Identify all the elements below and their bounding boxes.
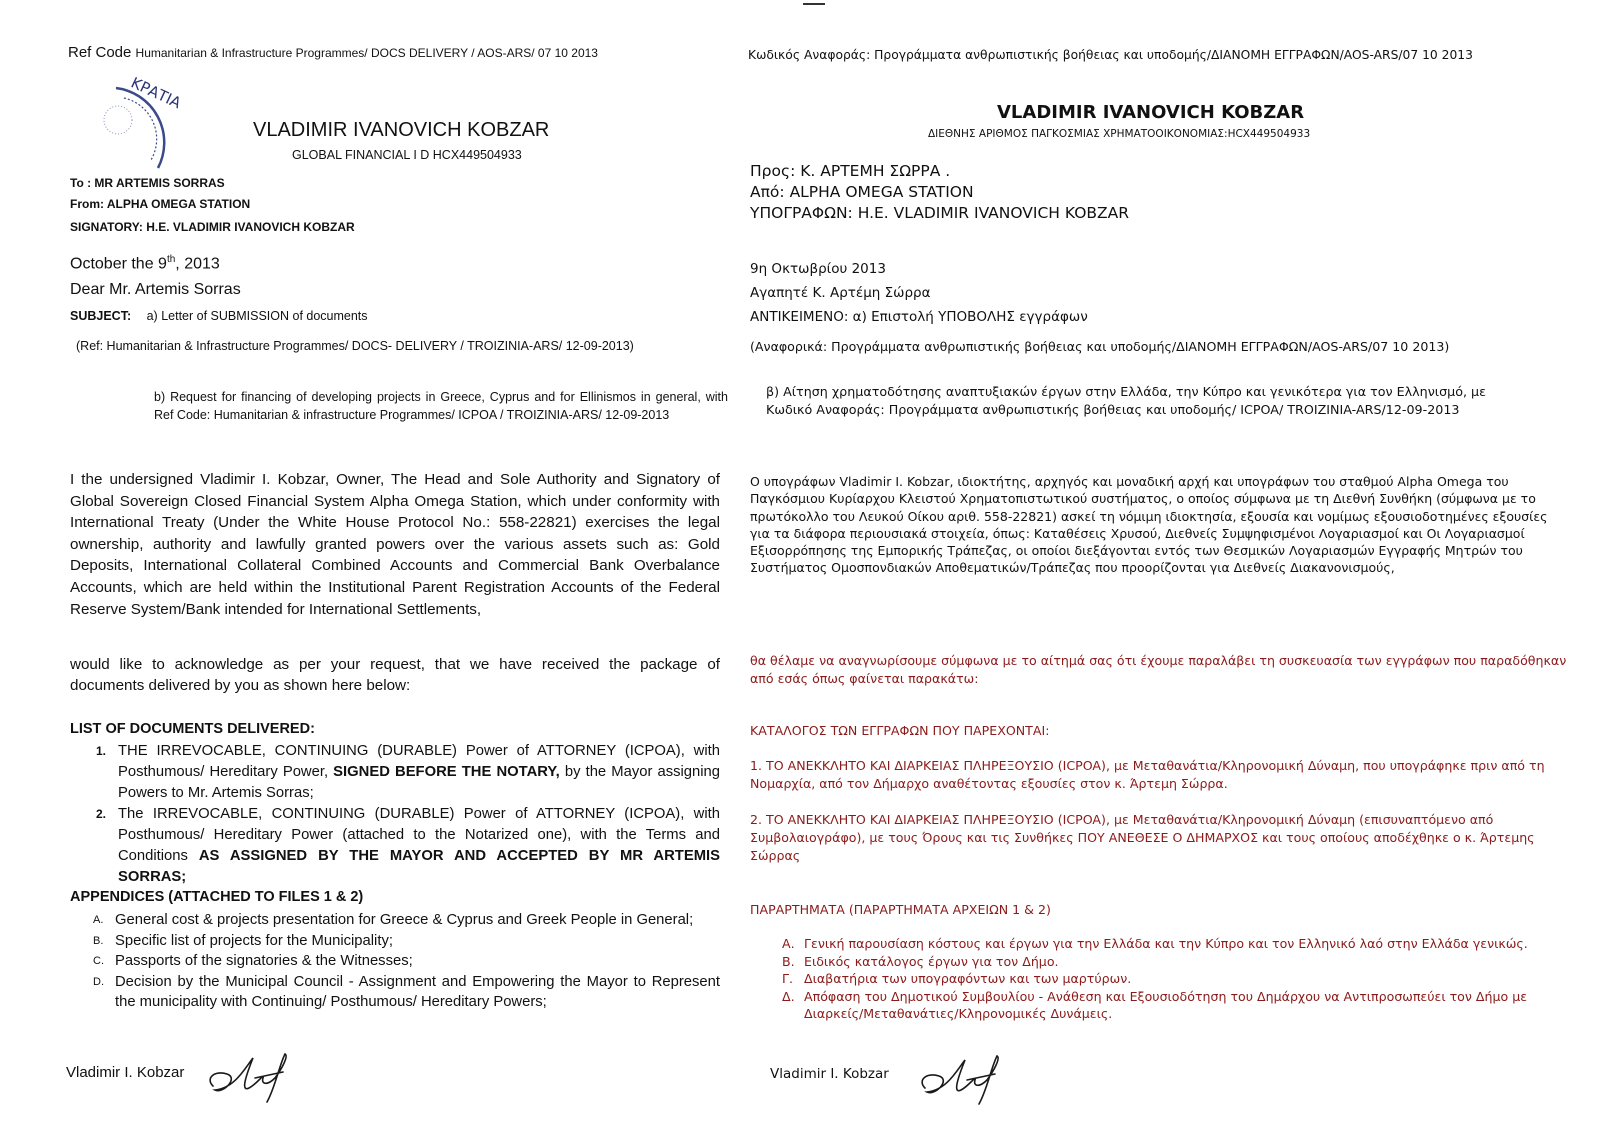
appendices-list: [93, 910, 720, 1013]
stamp-text: ΚΡΑΤΙΑ: [128, 73, 184, 113]
document-item-number: 1.: [96, 744, 107, 758]
appendix-text: Passports of the signatories & the Witnesses;: [115, 953, 413, 970]
ref-code-label: Ref Code: [68, 44, 132, 61]
document-item: [96, 804, 721, 888]
greek-appendix-mark: Α.: [782, 936, 795, 951]
greek-body-paragraph-1: Ο υπογράφων Vladimir I. Kobzar, ιδιοκτήτης, αρχηγός και μοναδική αρχή και υπογράφων του σταθμού Alpha Omega του Παγκόσμιου Κυρίαρχου Κλειστού Χρηματοπιστωτικού συστήματος, ο οποίος σύμφωνα με τη Διεθνή Συνθήκη (σύμφωνα με το πρωτόκολλο του Λευκού Οίκου αριθ. 558-22821) ασκεί τη νόμιμη ιδιοκτησία, εξουσία και νομίμως εξουσιοδοτημένες εξουσίες για τα διάφορα περιουσιακά στοιχεία, όπως: Καταθέσεις Χρυσού, Διεθνείς Συμψηφισμένοι Λογαριασμοί και Οι Λογαριασμοί Εξισορρόπησης της Εμπορικής Τράπεζας, οι οποίοι διεξάγονται εντός των Θεσμικών Λογαριασμών Εγγραφής Μητρών του Συστήματος Ομοσπονδιακών Αποθεματικών/Τράπεζας που προορίζονται για Διεθνείς Διακανονισμούς,: [750, 474, 1548, 576]
body-paragraph-2: would like to acknowledge as per your request, that we have received the package of documents delivered by you as shown here below:: [70, 656, 720, 694]
greek-sender-global-id: ΔΙΕΘΝΗΣ ΑΡΙΘΜΟΣ ΠΑΓΚΟΣΜΙΑΣ ΧΡΗΜΑΤΟΟΙΚΟΝΟΜΙΑΣ:HCX449504933: [928, 128, 1311, 140]
appendix-item: [93, 972, 720, 1013]
appendices-title: APPENDICES (ATTACHED TO FILES 1 & 2): [70, 889, 364, 905]
greek-body-paragraph-2: θα θέλαμε να αναγνωρίσουμε σύμφωνα με το αίτημά σας ότι έχουμε παραλάβει τη συσκευασία των εγγράφων που παραδόθηκαν από εσάς όπως φαίνεται παρακάτω:: [750, 653, 1567, 686]
sender-name: VLADIMIR IVANOVICH KOBZAR: [253, 119, 550, 141]
handwritten-signature: [205, 1048, 295, 1106]
greek-appendix-mark: Β.: [782, 953, 795, 969]
greek-appendix-text: Ειδικός κατάλογος έργων για τον Δήμο.: [804, 953, 1059, 969]
appendix-text: General cost & projects presentation for Greece & Cyprus and Greek People in General;: [115, 912, 694, 928]
greek-handwritten-signature: [917, 1050, 1007, 1108]
greek-appendix-mark: Δ.: [782, 988, 795, 1004]
greek-subject-a: ΑΝΤΙΚΕΙΜΕΝΟ: α) Επιστολή ΥΠΟΒΟΛΗΣ εγγράφων: [750, 309, 1088, 325]
greek-reference-line: (Αναφορικά: Προγράμματα ανθρωπιστικής βοήθειας και υποδομής/ΔΙΑΝΟΜΗ ΕΓΓΡΑΦΩΝ/AOS-ARS/07 10 2013): [750, 339, 1450, 354]
body-paragraph-1: I the undersigned Vladimir I. Kobzar, Owner, The Head and Sole Authority and Signatory of Global Sovereign Closed Financial System Alpha Omega Station, which under conformity with International Treaty (Under the White House Protocol No.: 558-22821) exercises the legal ownership, authority and lawfully granted powers over the various assets such as: Gold Deposits, International Collateral Combined Accounts and Commercial Bank Overbalance Accounts, which are held within the Institutional Parent Registration Accounts of the Federal Reserve System/Bank intended for International Settlements,: [70, 471, 720, 618]
date-main: October the 9: [70, 255, 167, 273]
appendix-item: [93, 910, 720, 931]
greek-address-block: [750, 161, 1129, 224]
documents-list-title: LIST OF DOCUMENTS DELIVERED:: [70, 721, 315, 737]
greek-letter-date: 9η Οκτωβρίου 2013: [750, 261, 886, 277]
recipient-line: To : MR ARTEMIS SORRAS: [70, 176, 225, 190]
appendix-item: [93, 951, 720, 972]
reference-line: (Ref: Humanitarian & Infrastructure Programmes/ DOCS- DELIVERY / TROIZINIA-ARS/ 12-09-2013): [76, 339, 634, 353]
document-item-text: The IRREVOCABLE, CONTINUING (DURABLE) Power of ATTORNEY (ICPOA), with Posthumous/ Hereditary Power (attached to the Notarized one), with the Terms and Conditions: [118, 806, 720, 864]
greek-sender-name: VLADIMIR IVANOVICH KOBZAR: [997, 102, 1305, 123]
greek-signatory-line: ΥΠΟΓΡΑΦΩΝ: H.E. VLADIMIR IVANOVICH KOBZAR: [750, 204, 1130, 222]
greek-appendix-text: Απόφαση του Δημοτικού Συμβουλίου - Ανάθεση και Εξουσιοδότηση του Δημάρχου να Αντιπροσωπεύει τον Δήμο με Διαρκείς/Μεταθανάτιες/Κληρονομικές Δυνάμεις.: [804, 988, 1528, 1021]
document-item-emphasis: SIGNED BEFORE THE NOTARY,: [333, 764, 560, 780]
document-item: [96, 741, 720, 804]
greek-appendix-item: [782, 970, 1584, 988]
subject-a: a) Letter of SUBMISSION of documents: [146, 309, 368, 323]
appendix-item: [93, 931, 720, 952]
appendix-mark: C.: [93, 955, 104, 968]
greek-recipient-line: Προς: Κ. ΑΡΤΕΜΗ ΣΩΡΡΑ .: [750, 162, 951, 180]
documents-list: [96, 741, 721, 888]
top-mark-line: [803, 3, 825, 5]
greek-documents-list-title: ΚΑΤΑΛΟΓΟΣ ΤΩΝ ΕΓΓΡΑΦΩΝ ΠΟΥ ΠΑΡΕΧΟΝΤΑΙ:: [750, 723, 1050, 738]
appendix-mark: B.: [93, 934, 104, 947]
greek-appendix-item: [782, 988, 1584, 1023]
greek-appendix-mark: Γ.: [782, 971, 794, 986]
date-year: , 2013: [175, 255, 220, 273]
document-item-emphasis: AS ASSIGNED BY THE MAYOR AND ACCEPTED BY MR ARTEMIS SORRAS;: [118, 848, 721, 885]
appendix-text: Decision by the Municipal Council - Assignment and Empowering the Mayor to Represent the municipality with Continuing/ Posthumous/ Hereditary Powers;: [115, 973, 720, 1011]
greek-appendix-item: [782, 935, 1584, 953]
appendix-mark: A.: [93, 914, 104, 926]
greek-appendix-text: Γενική παρουσίαση κόστους και έργων για την Ελλάδα και την Κύπρο και τον Ελληνικό λαό στην Ελλάδα γενικώς.: [804, 936, 1528, 951]
document-item-text: THE IRREVOCABLE, CONTINUING (DURABLE) Power of ATTORNEY (ICPOA), with Posthumous/ Hereditary Power,: [118, 743, 720, 780]
from-line: From: ALPHA OMEGA STATION: [70, 197, 251, 211]
greek-document-item: 2. ΤΟ ΑΝΕΚΚΛΗΤΟ ΚΑΙ ΔΙΑΡΚΕΙΑΣ ΠΛΗΡΕΞΟΥΣΙΟ (ICPOA), με Μεταθανάτια/Κληρονομική Δύναμη (επισυναπτόμενο από Συμβολαιογράφο), με τους Όρους και τις Συνθήκες ΠΟΥ ΑΝΕΘΕΣΕ Ο ΔΗΜΑΡΧΟΣ και τους οποίους αποδέχθηκε ο κ. Άρτεμης Σώρρας: [750, 812, 1535, 863]
greek-appendices-list: [782, 935, 1584, 1023]
subject-a-line: [70, 309, 368, 323]
official-stamp: [96, 68, 186, 178]
greek-appendix-item: [782, 953, 1584, 971]
sender-global-id: GLOBAL FINANCIAL I D HCX449504933: [292, 148, 522, 162]
greek-document-item: 1. ΤΟ ΑΝΕΚΚΛΗΤΟ ΚΑΙ ΔΙΑΡΚΕΙΑΣ ΠΛΗΡΕΞΟΥΣΙΟ (ICPOA), με Μεταθανάτια/Κληρονομική Δύναμη, που υπογράφηκε πριν από τη Νομαρχία, από τον Δήμαρχο αναθέτοντας εξουσίες στον κ. Άρτεμη Σώρρα.: [750, 758, 1545, 791]
greek-ref-code: Κωδικός Αναφοράς: Προγράμματα ανθρωπιστικής βοήθειας και υποδομής/ΔΙΑΝΟΜΗ ΕΓΓΡΑΦΩΝ/AOS-ARS/07 10 2013: [748, 48, 1473, 62]
signature-name: Vladimir I. Kobzar: [66, 1064, 185, 1081]
greek-subject-b: β) Αίτηση χρηματοδότησης αναπτυξιακών έργων στην Ελλάδα, την Κύπρο και γενικότερα για τον Ελληνισμό, με Κωδικό Αναφοράς: Προγράμματα ανθρωπιστικής βοήθειας και υποδομής/ ICPOA/ TROIZINIA-ARS/12-09-2013: [766, 384, 1486, 417]
greek-salutation: Αγαπητέ Κ. Αρτέμη Σώρρα: [750, 285, 931, 301]
document-item-number: 2.: [96, 807, 107, 821]
document-item-text-end: by the Mayor assigning Powers to Mr. Artemis Sorras;: [118, 764, 720, 801]
greek-signature-name: Vladimir I. Kobzar: [770, 1066, 889, 1082]
date-suffix: th: [166, 254, 176, 265]
greek-from-line: Από: ALPHA OMEGA STATION: [750, 183, 974, 201]
subject-b: b) Request for financing of developing projects in Greece, Cyprus and for Ellinismos in general, with Ref Code: Humanitarian & infrastructure Programmes/ ICPOA / TROIZINIA-ARS/ 12-09-2013: [154, 390, 728, 422]
appendix-mark: D.: [93, 975, 104, 988]
appendix-text: Specific list of projects for the Municipality;: [115, 932, 393, 949]
letter-date: [70, 254, 220, 273]
ref-code-value: Humanitarian & Infrastructure Programmes/ DOCS DELIVERY / AOS-ARS/ 07 10 2013: [135, 46, 598, 60]
salutation: Dear Mr. Artemis Sorras: [70, 281, 241, 298]
ref-code-line: [68, 44, 598, 61]
signatory-line: SIGNATORY: H.E. VLADIMIR IVANOVICH KOBZAR: [70, 220, 355, 234]
subject-label: SUBJECT:: [70, 309, 132, 323]
greek-appendix-text: Διαβατήρια των υπογραφόντων και των μαρτύρων.: [804, 971, 1132, 986]
greek-appendices-title: ΠΑΡΑΡΤΗΜΑΤΑ (ΠΑΡΑΡΤΗΜΑΤΑ ΑΡΧΕΙΩΝ 1 & 2): [750, 902, 1051, 917]
